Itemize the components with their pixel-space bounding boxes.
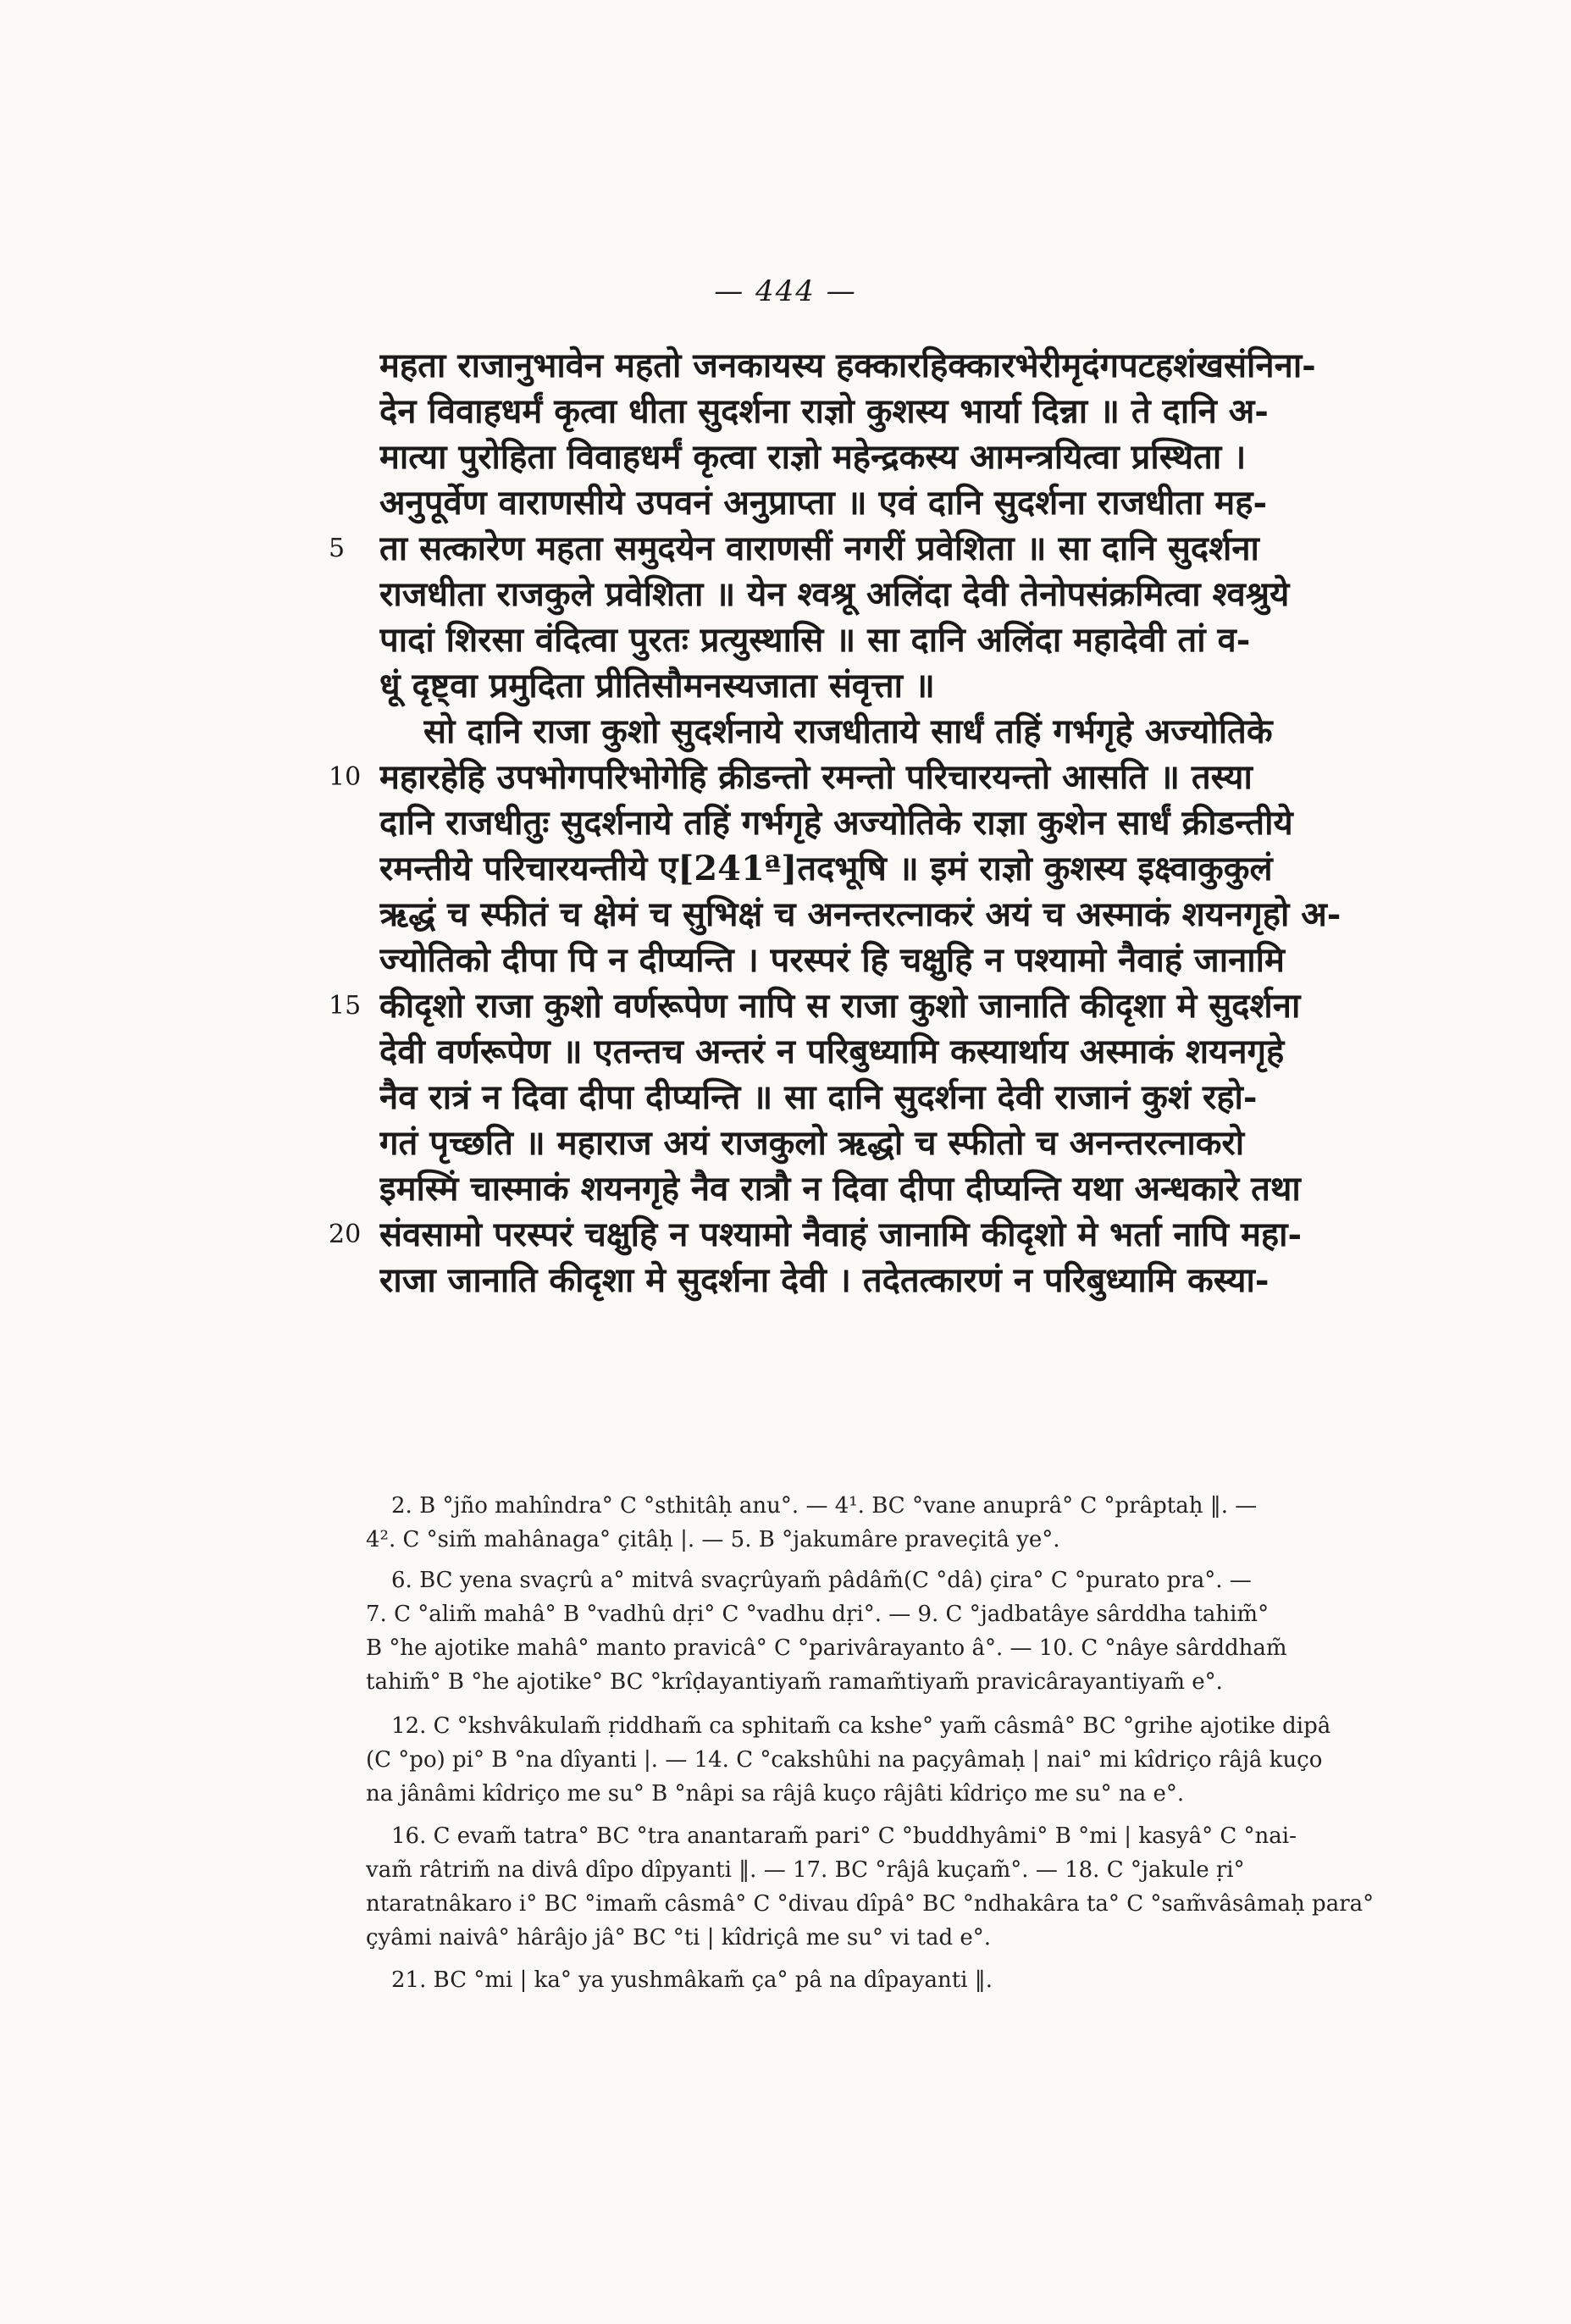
text-line: राजा जानाति कीदृशा मे सुदर्शना देवी । तदेतत्कारणं न परिबुध्यामि कस्या- (379, 1260, 1270, 1300)
footnote-line: 21. BC °mi | ka° ya yushmâkam̃ ça° pâ na dîpayanti ‖. (391, 1967, 993, 1993)
text-line: गतं पृच्छति ॥ महाराज अयं राजकुलो ऋद्धो च स्फीतो च अनन्तरत्नाकरो (379, 1123, 1245, 1163)
line-number: 20 (329, 1220, 362, 1249)
footnote-line: 6. BC yena svaçrû a° mitvâ svaçrûyam̃ pâdâm̃(C °dâ) çira° C °purato pra°. — (391, 1568, 1252, 1593)
text-line: नैव रात्रं न दिवा दीपा दीप्यन्ति ॥ सा दानि सुदर्शना देवी राजानं कुशं रहो- (379, 1077, 1258, 1117)
text-line: अनुपूर्वेण वाराणसीये उपवनं अनुप्राप्ता ॥ एवं दानि सुदर्शना राजधीता मह- (379, 483, 1268, 523)
footnote-line: na jânâmi kîdriço me su° B °nâpi sa râjâ kuço râjâti kîdriço me su° na e°. (366, 1781, 1185, 1807)
footnote-line: B °he ajotike mahâ° manto pravicâ° C °parivârayanto â°. — 10. C °nâye sârddham̃ (366, 1635, 1287, 1661)
text-line: सो दानि राजा कुशो सुदर्शनाये राजधीताये सार्धं तहिं गर्भगृहे अज्योतिके (423, 711, 1273, 751)
text-line: ऋद्धं च स्फीतं च क्षेमं च सुभिक्षं च अनन्तरत्नाकरं अयं च अस्माकं शयनगृहो अ- (379, 894, 1341, 934)
footnote-line: 16. C evam̃ tatra° BC °tra anantaram̃ pari° C °buddhyâmi° B °mi | kasyâ° C °nai- (391, 1823, 1297, 1849)
text-line: ता सत्कारेण महता समुदयेन वाराणसीं नगरीं प्रवेशिता ॥ सा दानि सुदर्शना (379, 528, 1259, 568)
footnote-line: ntaratnâkaro i° BC °imam̃ câsmâ° C °divau dîpâ° BC °ndhakâra ta° C °sam̃vâsâmaḥ para° (366, 1891, 1375, 1917)
text-line: देवी वर्णरूपेण ॥ एतन्तच अन्तरं न परिबुध्यामि कस्यार्थाय अस्माकं शयनगृहे (379, 1032, 1285, 1071)
text-line: महता राजानुभावेन महतो जनकायस्य हक्कारहिक्कारभेरीमृदंगपटहशंखसंनिना- (379, 346, 1316, 385)
footnote-line: 12. C °kshvâkulam̃ ṛiddham̃ ca sphitam̃ ca kshe° yam̃ câsmâ° BC °grihe ajotike dipâ (391, 1713, 1331, 1739)
line-number: 5 (329, 534, 346, 563)
line-number: 15 (329, 991, 362, 1021)
footnote-line: çyâmi naivâ° hârâjo jâ° BC °ti | kîdriçâ me su° vi tad e°. (366, 1925, 992, 1951)
text-line: राजधीता राजकुले प्रवेशिता ॥ येन श्वश्रू अलिंदा देवी तेनोपसंक्रमित्वा श्वश्रुये (379, 574, 1290, 614)
text-line: पादां शिरसा वंदित्वा पुरतः प्रत्युस्थासि ॥ सा दानि अलिंदा महादेवी तां व- (379, 620, 1251, 660)
footnote-line: vam̃ râtrim̃ na divâ dîpo dîpyanti ‖. — 17. BC °râjâ kuçam̃°. — 18. C °jakule ṛi° (366, 1857, 1245, 1883)
footnote-line: 2. B °jño mahîndra° C °sthitâḥ anu°. — 4¹. BC °vane anuprâ° C °prâptaḥ ‖. — (391, 1493, 1258, 1519)
text-line: दानि राजधीतुः सुदर्शनाये तहिं गर्भगृहे अज्योतिके राज्ञा कुशेन सार्धं क्रीडन्तीये (379, 803, 1293, 843)
text-line: रमन्तीये परिचारयन्तीये ए[241ª]तदभूषि ॥ इमं राज्ञो कुशस्य इक्ष्वाकुकुलं (379, 849, 1273, 888)
text-line: धूं दृष्ट्वा प्रमुदिता प्रीतिसौमनस्यजाता संवृत्ता ॥ (379, 666, 935, 706)
text-line: कीदृशो राजा कुशो वर्णरूपेण नापि स राजा कुशो जानाति कीदृशा मे सुदर्शना (379, 986, 1301, 1026)
text-line: मात्या पुरोहिता विवाहधर्मं कृत्वा राज्ञो महेन्द्रकस्य आमन्त्रयित्वा प्रस्थिता । (379, 437, 1247, 477)
page-number: — 444 — (714, 274, 857, 308)
line-number: 10 (329, 762, 362, 792)
footnote-line: 4². C °sim̃ mahânaga° çitâḥ |. — 5. B °jakumâre praveçitâ ye°. (366, 1527, 1060, 1552)
text-line: ज्योतिको दीपा पि न दीप्यन्ति । परस्परं हि चक्षुहि न पश्यामो नैवाहं जानामि (379, 940, 1285, 980)
text-line: देन विवाहधर्मं कृत्वा धीता सुदर्शना राज्ञो कुशस्य भार्या दिन्ना ॥ ते दानि अ- (379, 391, 1269, 431)
text-line: संवसामो परस्परं चक्षुहि न पश्यामो नैवाहं जानामि कीदृशो मे भर्ता नापि महा- (379, 1215, 1303, 1254)
text-line: महारहेहि उपभोगपरिभोगेहि क्रीडन्तो रमन्तो परिचारयन्तो आसति ॥ तस्या (379, 757, 1253, 797)
footnote-line: tahim̃° B °he ajotike° BC °krîḍayantiyam̃ ramam̃tiyam̃ pravicârayantiyam̃ e°. (366, 1669, 1223, 1695)
footnote-line: (C °po) pi° B °na dîyanti |. — 14. C °cakshûhi na paçyâmaḥ | nai° mi kîdriço râjâ kuço (366, 1747, 1323, 1773)
footnote-line: 7. C °alim̃ mahâ° B °vadhû dṛi° C °vadhu dṛi°. — 9. C °jadbatâye sârddha tahim̃° (366, 1602, 1270, 1627)
text-line: इमस्मिं चास्माकं शयनगृहे नैव रात्रौ न दिवा दीपा दीप्यन्ति यथा अन्धकारे तथा (379, 1169, 1301, 1209)
